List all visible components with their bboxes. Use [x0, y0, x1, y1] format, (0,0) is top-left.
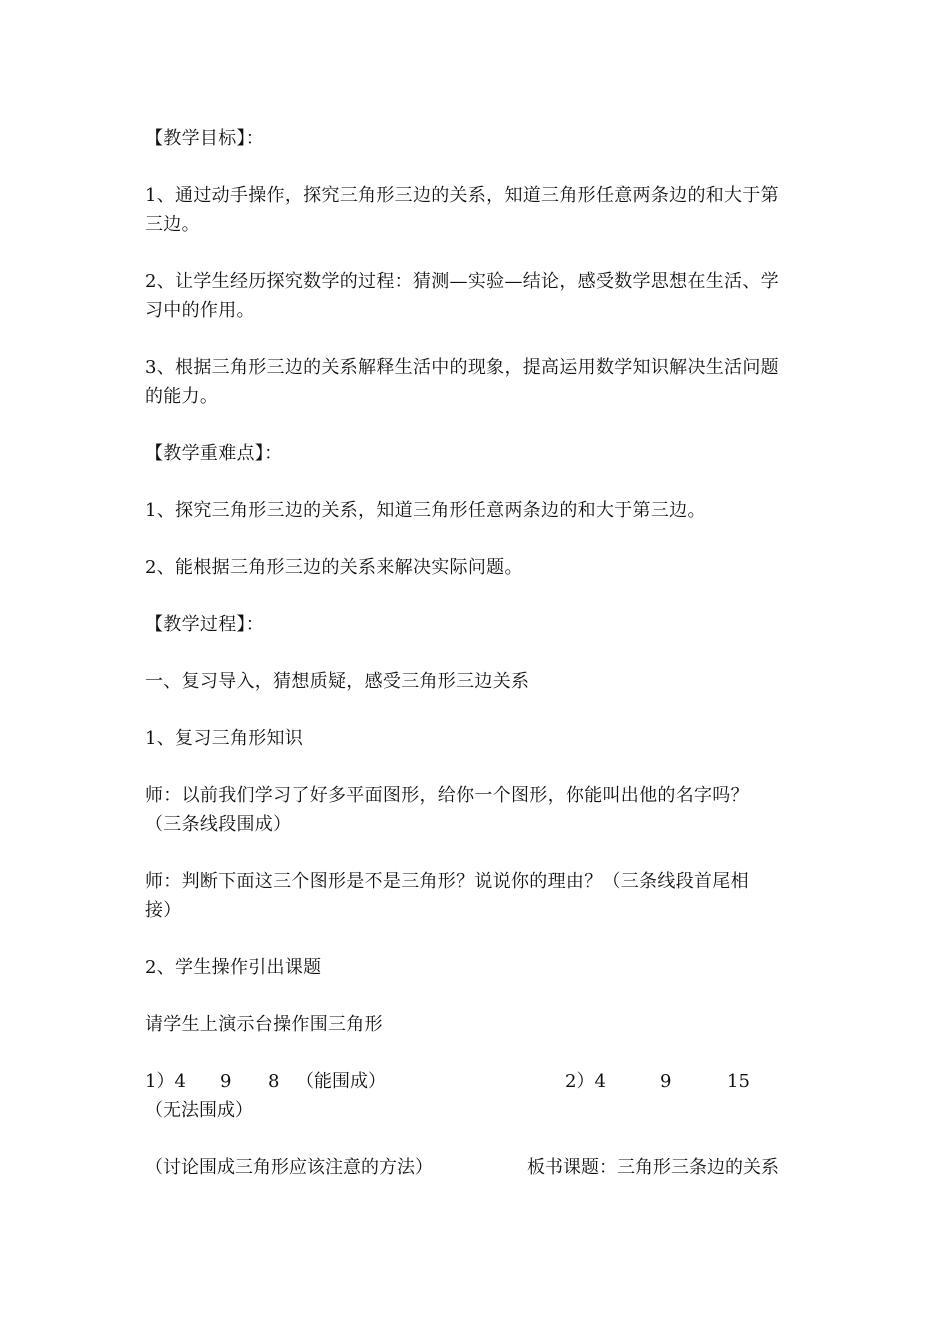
goal-3-line-1: 3、根据三角形三边的关系解释生活中的现象，提高运用数学知识解决生活问题	[145, 357, 779, 378]
example-2-result: （无法围成）	[145, 1100, 253, 1121]
subsection-1-title: 1、复习三角形知识	[145, 728, 304, 749]
example-1-side-2: 9	[220, 1071, 232, 1092]
example-1-label: 1）4	[145, 1071, 186, 1092]
discussion-note: （讨论围成三角形应该注意的方法）	[145, 1157, 433, 1178]
subsection-2-title: 2、学生操作引出课题	[145, 957, 322, 978]
example-2-side-3: 15	[727, 1071, 750, 1092]
key-point-1: 1、探究三角形三边的关系，知道三角形任意两条边的和大于第三边。	[145, 500, 706, 521]
goal-3-line-2: 的能力。	[145, 386, 219, 407]
teacher-line-2a: 师：判断下面这三个图形是不是三角形？说说你的理由？（三条线段首尾相	[145, 871, 749, 892]
key-point-2: 2、能根据三角形三边的关系来解决实际问题。	[145, 557, 523, 578]
example-1-side-3: 8	[268, 1071, 280, 1092]
goal-2-line-1: 2、让学生经历探究数学的过程：猜测—实验—结论，感受数学思想在生活、学	[145, 271, 779, 292]
section-1-title: 一、复习导入，猜想质疑，感受三角形三边关系	[145, 671, 530, 692]
teacher-line-2b: 接）	[145, 900, 182, 921]
heading-key-points: 【教学重难点】：	[145, 443, 283, 464]
board-title: 板书课题：三角形三条边的关系	[527, 1157, 779, 1178]
heading-goals: 【教学目标】：	[145, 128, 265, 149]
goal-2-line-2: 习中的作用。	[145, 300, 255, 321]
teacher-line-1a: 师：以前我们学习了好多平面图形，给你一个图形，你能叫出他的名字吗？	[145, 785, 749, 806]
goal-1-line-1: 1、通过动手操作，探究三角形三边的关系，知道三角形任意两条边的和大于第	[145, 185, 779, 206]
example-1-result: （能围成）	[296, 1071, 386, 1092]
example-2-side-2: 9	[660, 1071, 672, 1092]
student-task: 请学生上演示台操作围三角形	[145, 1014, 383, 1035]
teacher-line-1b: （三条线段围成）	[145, 814, 292, 835]
goal-1-line-2: 三边。	[145, 214, 200, 235]
example-2-label: 2）4	[565, 1071, 606, 1092]
heading-process: 【教学过程】：	[145, 614, 265, 635]
